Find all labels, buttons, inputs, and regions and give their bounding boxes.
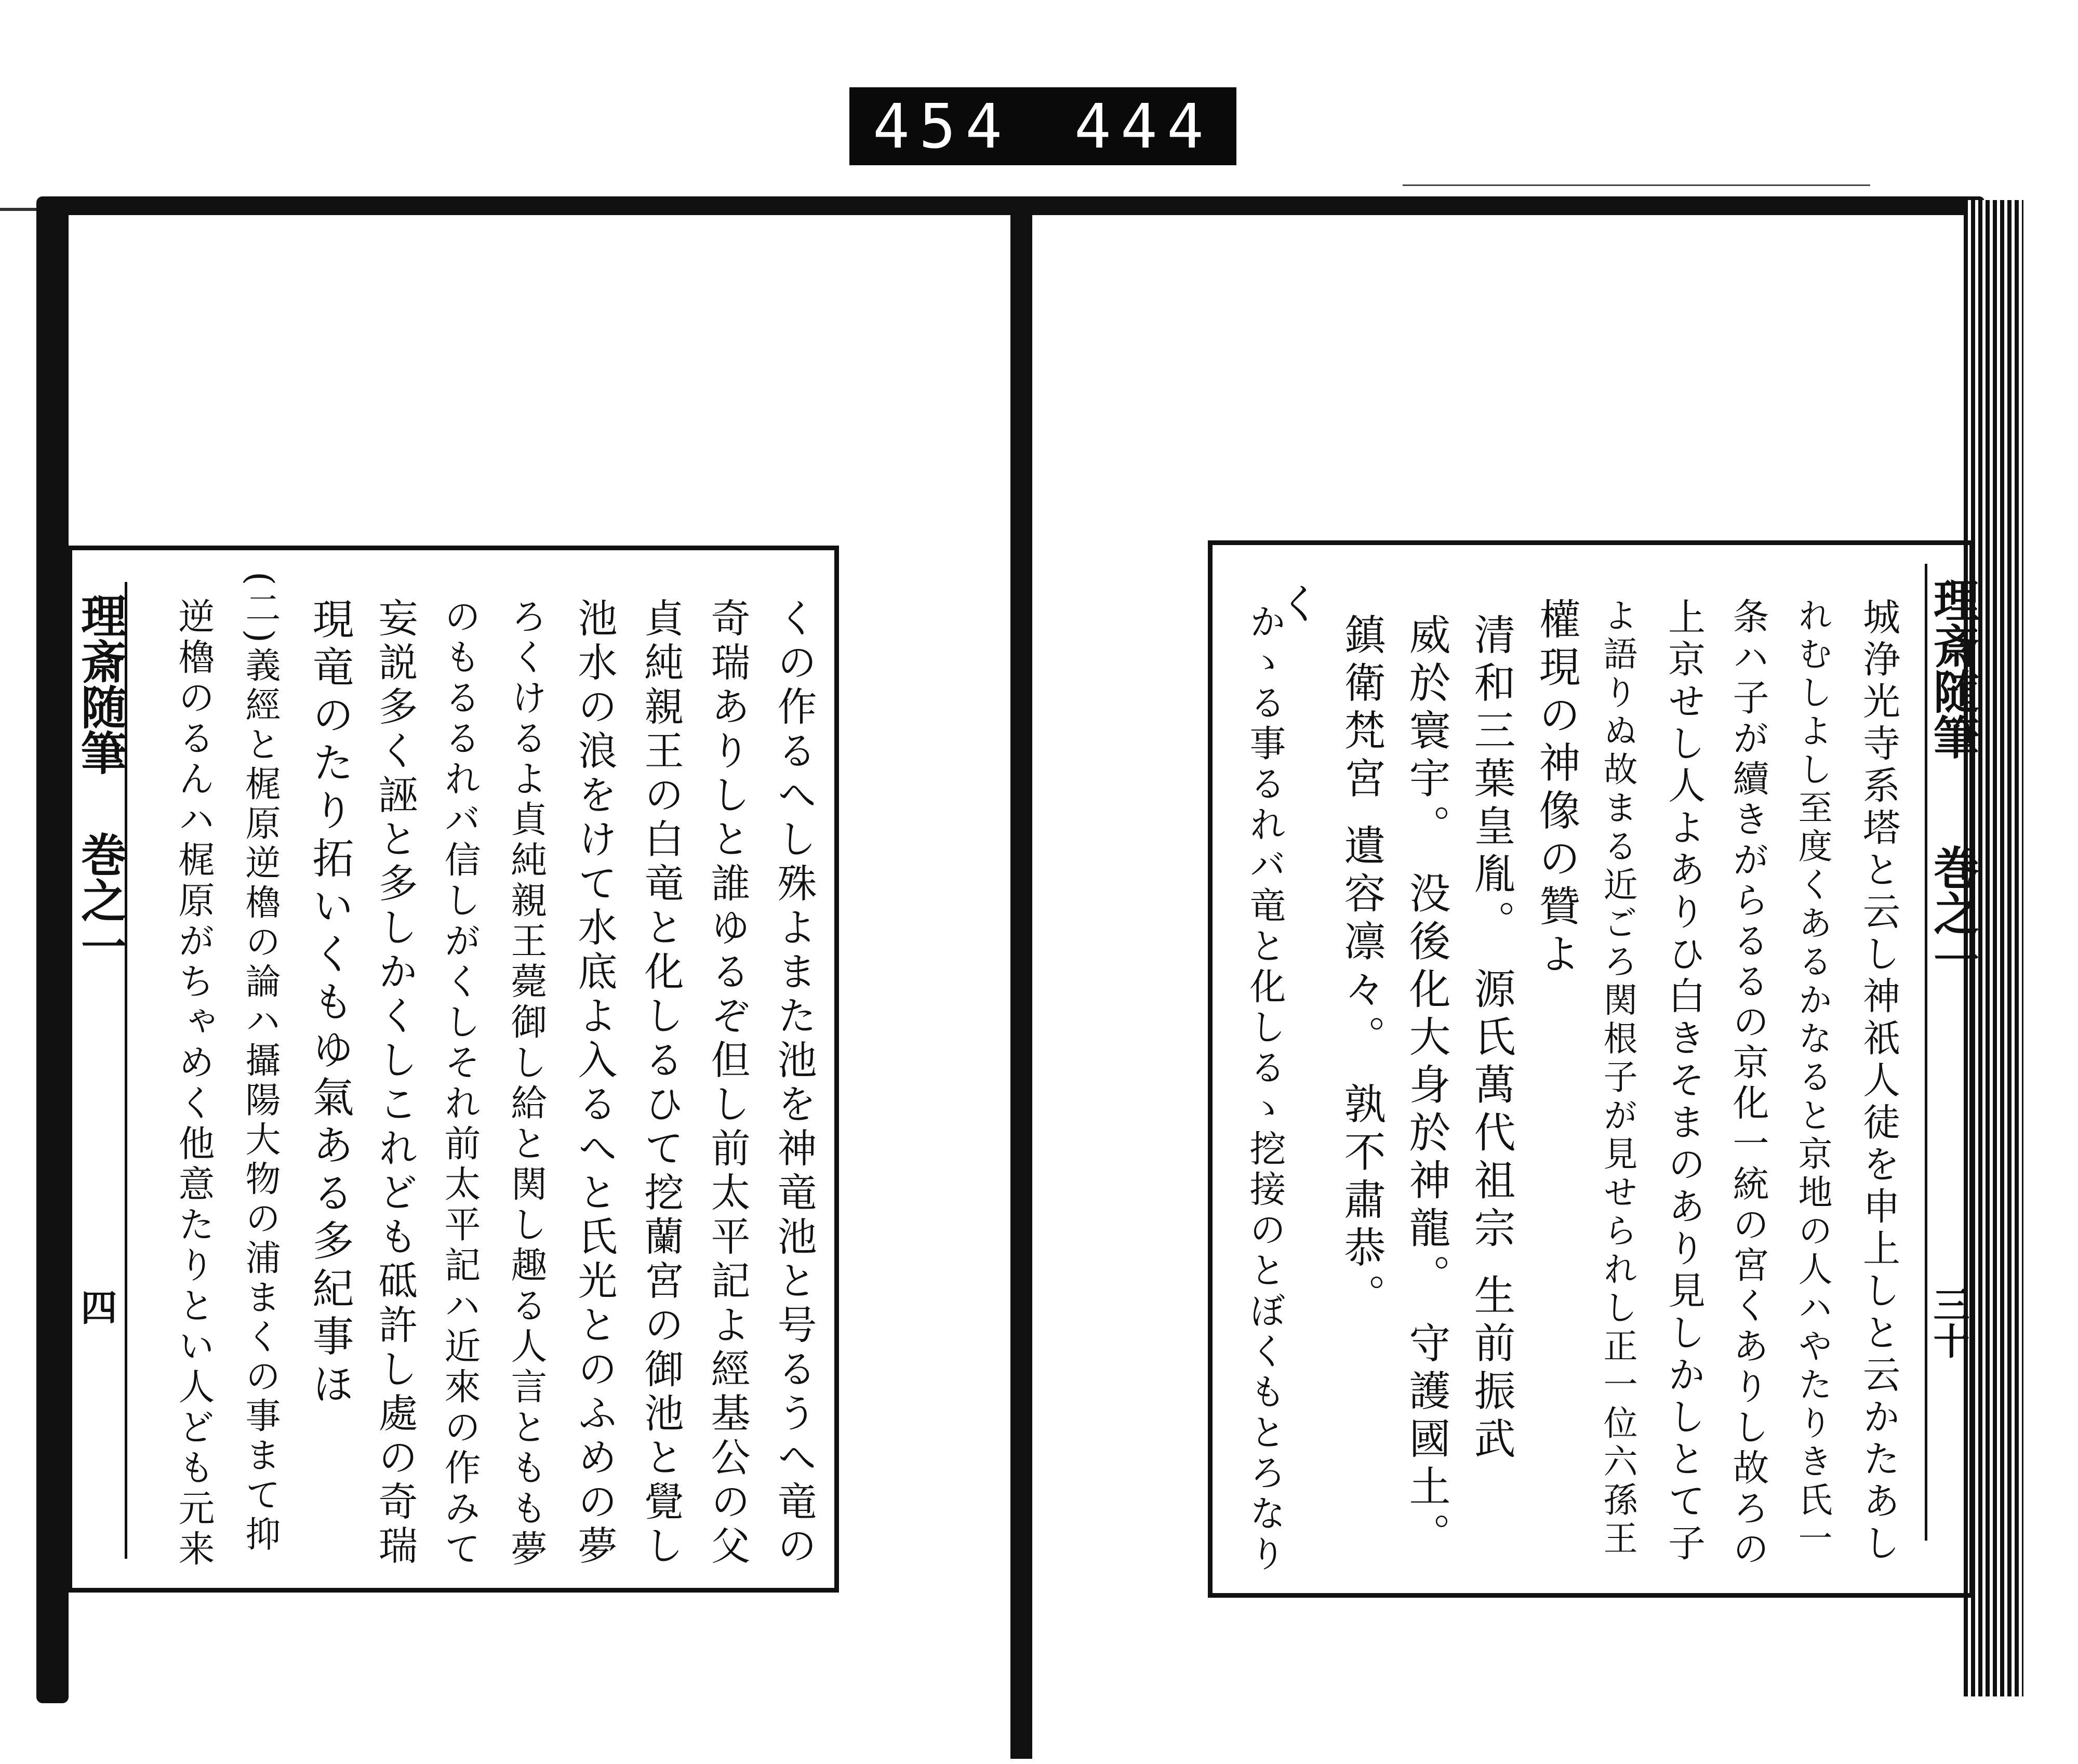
left-header-volume: 巻之一 — [74, 831, 128, 969]
right-column: よ語りぬ故まる近ごろ関根子が見せられし正一位六孫王 — [1597, 598, 1637, 1559]
right-column: 城浄光寺系塔と云し神祇人徒を申上しと云かたあし — [1857, 598, 1900, 1566]
left-hashira — [73, 582, 127, 1559]
archive-label — [849, 87, 1236, 165]
scan-edge-line — [1403, 184, 1870, 186]
left-header-title: 理斎随筆 — [74, 592, 128, 775]
left-page-number: 四 — [75, 1289, 118, 1325]
archive-left-number: 454 — [873, 90, 1012, 162]
scan-edge-line — [0, 208, 42, 211]
left-column: くの作るへし殊よまた池を神竜池と号るうへ竜の — [771, 598, 817, 1569]
right-column: 權現の神像の贊よ — [1532, 598, 1580, 980]
right-column: れむしよし至度くあるかなると京地の人ハやたりき氏一 — [1792, 598, 1832, 1559]
right-header-title: 理斎随筆 — [1926, 577, 1980, 760]
right-column: 清和三葉皇胤。 源氏萬代祖宗 生前振武 — [1467, 613, 1515, 1465]
book-gutter — [1010, 205, 1032, 1759]
right-column: 鎮衛梵宮 遺容凛々。 孰不肅恭。 — [1337, 613, 1386, 1321]
left-column: 現竜のたり拓いくもゆ氣ある多紀事ほ — [305, 598, 354, 1410]
archive-right-number: 444 — [1074, 90, 1213, 162]
left-column: ろくけるよ貞純親王薨御し給と関し趣る人言ともも夢 — [505, 598, 548, 1570]
left-column: 逆櫓のるんハ梶原がちゃめく他意たりとい人ども元来 — [172, 598, 215, 1570]
left-column: (二)義經と梶原逆櫓の論ハ攝陽大物の浦まくの事まて抑 — [239, 572, 281, 1556]
left-column: 貞純親王の白竜と化しるひて挖蘭宮の御池と覺し — [638, 598, 684, 1569]
right-hashira — [1925, 564, 1980, 1541]
book-left-edge — [36, 196, 69, 1703]
left-column: のもるるれバ信しがくしそれ前太平記ハ近來の作みて — [438, 598, 481, 1570]
right-column: 上京せし人よありひ白きそまのあり見しかしとて子 — [1662, 598, 1706, 1566]
left-column: 奇瑞ありしと誰ゆるぞ但し前太平記よ經基公の父 — [704, 598, 751, 1569]
right-column: かゝる事るれバ竜と化しるゝ挖接のとぼくもとろなり — [1244, 603, 1286, 1575]
right-column: く — [1272, 582, 1321, 630]
left-column: 妄説多く誣と多しかくしこれども砥許し處の奇瑞 — [372, 598, 418, 1569]
right-page-number: 三十 — [1927, 1286, 1970, 1359]
right-column: 威於寰宇。 没後化大身於神龍。 守護國土。 — [1402, 613, 1450, 1560]
left-column: 池水の浪をけて水底よ入るへと氏光とのふめの夢 — [571, 598, 618, 1569]
right-header-volume: 巻之一 — [1926, 844, 1980, 982]
right-column: 条ハ子が續きがらるるの京化一統の宮くありし故ろの — [1727, 598, 1769, 1570]
